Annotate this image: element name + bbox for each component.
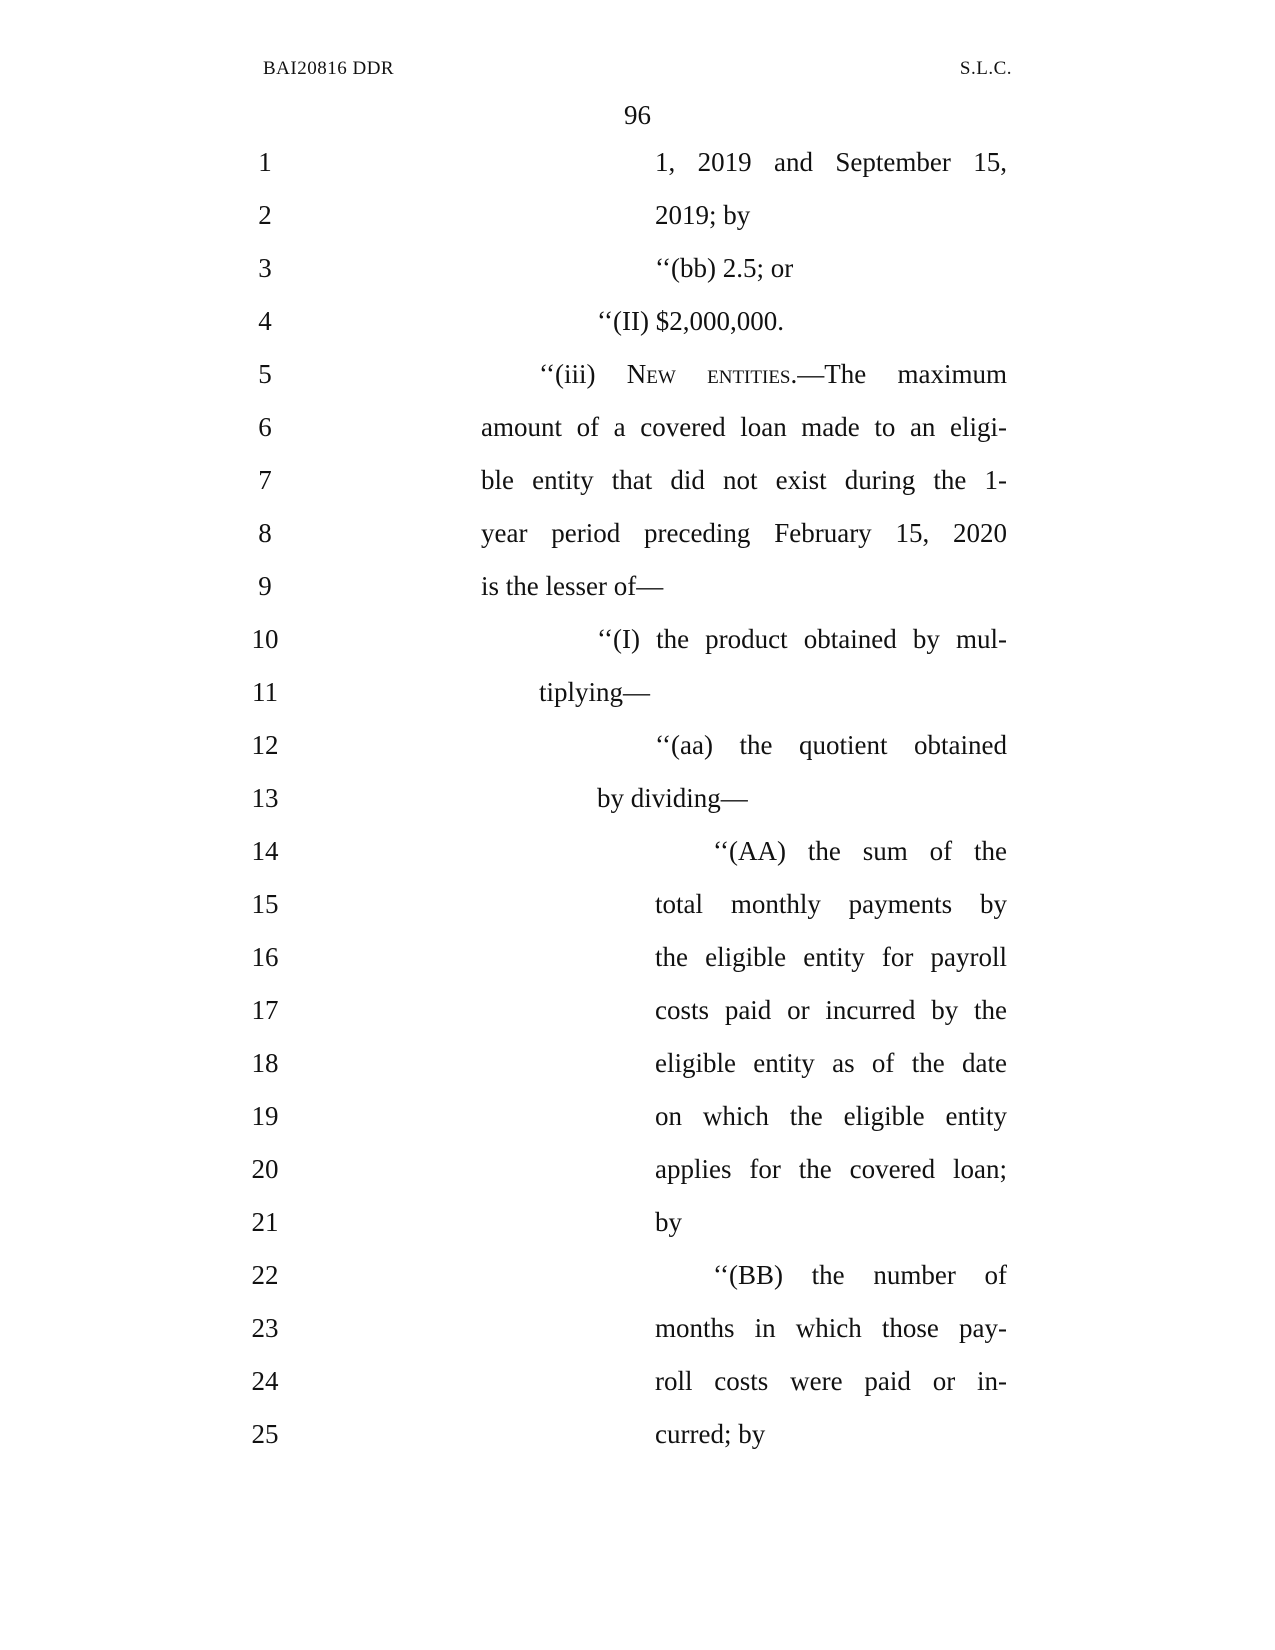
text-line — [0, 195, 1275, 235]
text-line — [0, 937, 1275, 977]
text-line — [0, 1096, 1275, 1136]
text-line — [0, 248, 1275, 288]
line-text: by — [655, 1207, 682, 1237]
text-line — [0, 831, 1275, 871]
text-line — [0, 672, 1275, 712]
line-text: year period preceding February 15, 2020 — [481, 518, 1007, 548]
line-text: ‘‘(bb) 2.5; or — [655, 253, 794, 283]
line-number: 25 — [251, 1419, 279, 1449]
text-line — [0, 1255, 1275, 1295]
text-line — [0, 1202, 1275, 1242]
line-text: the eligible entity for payroll — [655, 942, 1007, 972]
line-number: 14 — [251, 836, 279, 866]
line-text: tiplying— — [539, 677, 651, 707]
line-text: on which the eligible entity — [655, 1101, 1007, 1131]
line-number: 4 — [258, 306, 272, 336]
line-number: 15 — [251, 889, 279, 919]
line-number: 21 — [251, 1207, 279, 1237]
line-text: ‘‘(I) the product obtained by mul- — [597, 624, 1007, 654]
line-text: by dividing— — [597, 783, 748, 813]
line-text: curred; by — [655, 1419, 766, 1449]
line-number: 12 — [251, 730, 279, 760]
line-number: 5 — [258, 359, 272, 389]
line-number: 18 — [251, 1048, 279, 1078]
line-number: 1 — [258, 147, 272, 177]
line-text: ‘‘(aa) the quotient obtained — [655, 730, 1007, 760]
line-text: ‘‘(BB) the number of — [713, 1260, 1007, 1290]
text-line — [0, 566, 1275, 606]
line-text: ble entity that did not exist during the 1- — [481, 465, 1007, 495]
line-text: is the lesser of— — [481, 571, 664, 601]
text-line — [0, 1361, 1275, 1401]
office-code: S.L.C. — [959, 58, 1012, 79]
text-line — [0, 778, 1275, 818]
line-text: applies for the covered loan; — [655, 1154, 1007, 1184]
document-id: BAI20816 DDR — [263, 58, 395, 79]
text-line — [0, 301, 1275, 341]
line-text-part: ‘‘(iii) — [539, 359, 627, 389]
line-number: 20 — [251, 1154, 279, 1184]
page-number: 96 — [624, 100, 651, 130]
line-text: costs paid or incurred by the — [655, 995, 1007, 1025]
line-number: 8 — [258, 518, 272, 548]
line-number: 13 — [251, 783, 279, 813]
section-heading: New entities — [626, 359, 791, 389]
line-number: 22 — [251, 1260, 279, 1290]
line-number: 7 — [258, 465, 272, 495]
text-line — [0, 990, 1275, 1030]
line-number: 16 — [251, 942, 279, 972]
line-text: ‘‘(AA) the sum of the — [713, 836, 1007, 866]
line-text — [539, 354, 1007, 394]
line-text: ‘‘(II) $2,000,000. — [597, 306, 784, 336]
line-number: 11 — [252, 677, 278, 707]
text-line — [0, 884, 1275, 924]
line-number: 2 — [258, 200, 272, 230]
text-line — [0, 1414, 1275, 1454]
text-line — [0, 1149, 1275, 1189]
line-number: 3 — [258, 253, 272, 283]
line-number: 6 — [258, 412, 272, 442]
line-number: 10 — [251, 624, 279, 654]
line-text: eligible entity as of the date — [655, 1048, 1007, 1078]
text-line — [0, 725, 1275, 765]
line-number: 19 — [251, 1101, 279, 1131]
text-line — [0, 460, 1275, 500]
text-line — [0, 407, 1275, 447]
line-number: 17 — [251, 995, 279, 1025]
text-line — [0, 619, 1275, 659]
line-text: 2019; by — [655, 200, 751, 230]
text-line — [0, 513, 1275, 553]
line-number: 23 — [251, 1313, 279, 1343]
line-text: 1, 2019 and September 15, — [655, 147, 1007, 177]
line-text-part: .—The maximum — [790, 359, 1008, 389]
text-line — [0, 1308, 1275, 1348]
line-text: roll costs were paid or in- — [655, 1366, 1007, 1396]
text-line — [0, 142, 1275, 182]
line-text: months in which those pay- — [655, 1313, 1007, 1343]
text-line — [0, 354, 1275, 394]
text-line — [0, 1043, 1275, 1083]
line-number: 24 — [251, 1366, 279, 1396]
line-text: total monthly payments by — [655, 889, 1007, 919]
line-text: amount of a covered loan made to an eligi- — [481, 412, 1007, 442]
line-number: 9 — [258, 571, 272, 601]
